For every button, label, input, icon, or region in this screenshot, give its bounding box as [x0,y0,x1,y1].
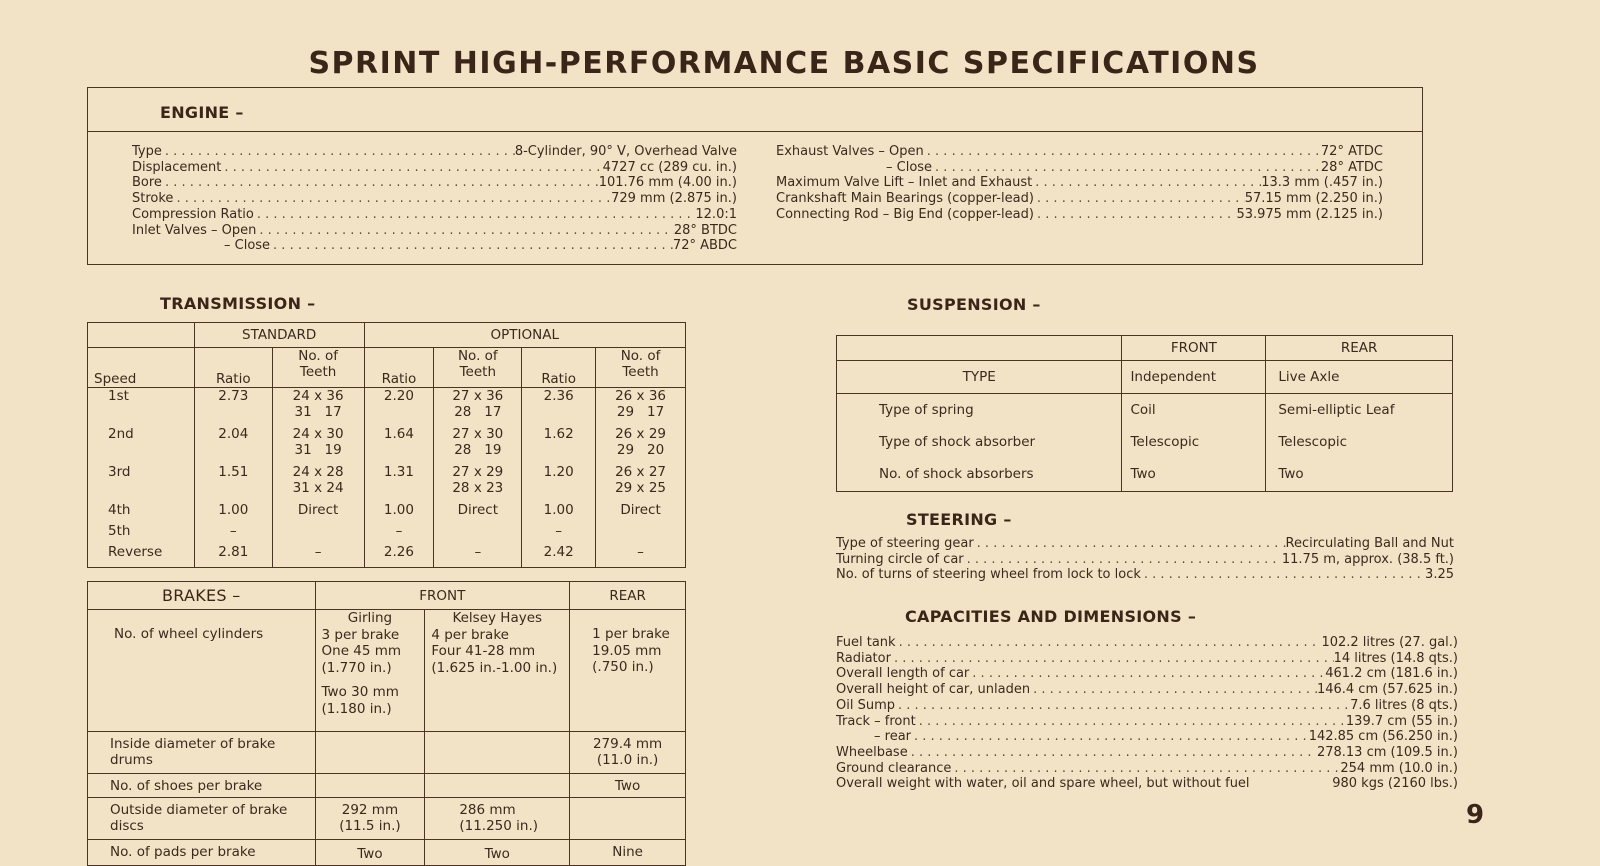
kelsey-hayes-cell [425,732,570,774]
engine-section [87,87,1423,265]
spec-row [836,729,1458,745]
leader-dots [1032,175,1261,191]
leader-dots [1141,567,1425,583]
spec-label: Inlet Valves – Open [132,222,257,238]
col-header-speed: Speed [88,348,195,388]
col-header-ratio: Ratio [194,348,272,388]
teeth-cell: 24 x 36 31 17 [272,388,364,426]
spec-value: 146.4 cm (57.625 in.) [1316,682,1458,698]
spec-label: – rear [874,729,912,745]
spec-value: 3.25 [1425,567,1454,583]
spec-value: 8-Cylinder, 90° V, Overhead Valve [514,144,737,159]
teeth-cell: 24 x 28 31 x 24 [272,464,364,502]
spec-value: 12.0:1 [695,206,737,222]
ratio-cell: 2.26 [364,544,434,568]
brake-label: No. of wheel cylinders [88,610,316,732]
engine-right-list [776,144,1383,223]
table-row [88,798,686,840]
spec-row [836,635,1458,651]
spec-value: Recirculating Ball and Nut [1285,536,1454,551]
table-row [88,523,686,544]
leader-dots [1034,207,1237,223]
spec-label: – Close [886,159,933,175]
leader-dots [270,238,673,254]
table-row [837,426,1453,458]
spec-row [836,567,1454,583]
girling-cell: 292 mm (11.5 in.) [315,798,425,840]
ratio-cell: 2.42 [522,544,596,568]
ratio-cell: 1.62 [522,426,596,464]
table-row [88,464,686,502]
spec-label: Maximum Valve Lift – Inlet and Exhaust [776,175,1033,191]
page-title: SPRINT HIGH-PERFORMANCE BASIC SPECIFICATIONS [308,46,1260,81]
col-header-teeth: No. of Teeth [272,348,364,388]
teeth-cell: Direct [596,502,686,523]
spec-label: No. of turns of steering wheel from lock to lock [836,567,1141,583]
col-header-front: FRONT [1122,336,1266,361]
engine-heading: ENGINE – [160,103,244,122]
ratio-cell: 1.00 [194,502,272,523]
kelsey-hayes-cell: Two [425,840,570,866]
teeth-cell: 27 x 29 28 x 23 [434,464,522,502]
spec-value: 139.7 cm (55 in.) [1345,713,1458,729]
page-number: 9 [1466,800,1485,830]
rear-cell: Two [570,774,686,798]
brake-label: No. of pads per brake [88,840,316,866]
rear-cell: Two [1266,458,1453,492]
speed-cell: 3rd [88,464,195,502]
teeth-cell: 26 x 36 29 17 [596,388,686,426]
group-header-standard: STANDARD [194,323,364,348]
leader-dots [911,729,1309,745]
table-row [88,502,686,523]
spec-label: Ground clearance [836,760,952,776]
spec-value: 11.75 m, approx. (38.5 ft.) [1281,551,1454,567]
leader-dots [891,651,1334,667]
col-header-rear: REAR [1266,336,1453,361]
leader-dots [221,160,602,176]
spec-label: Connecting Rod – Big End (copper-lead) [776,206,1034,222]
spec-row [836,698,1458,714]
teeth-cell: Direct [434,502,522,523]
leader-dots [951,761,1340,777]
col-header-teeth: No. of Teeth [434,348,522,388]
spec-value: 4727 cc (289 cu. in.) [602,159,737,175]
table-row [88,732,686,774]
spec-row [132,175,737,191]
brake-label: No. of shoes per brake [88,774,316,798]
brakes-heading: BRAKES – [88,582,316,610]
spec-value: 102.2 litres (27. gal.) [1321,635,1458,650]
brake-label: Outside diameter of brake discs [88,798,316,840]
spec-label: Crankshaft Main Bearings (copper-lead) [776,191,1034,207]
spec-label: Oil Sump [836,697,895,713]
spec-label: Fuel tank [836,635,896,650]
teeth-cell [272,523,364,544]
spec-label: Compression Ratio [132,206,254,222]
spec-row [776,175,1383,191]
teeth-cell [434,523,522,544]
ratio-cell: 1.51 [194,464,272,502]
ratio-cell: 2.73 [194,388,272,426]
teeth-cell: – [434,544,522,568]
suspension-table [836,335,1453,492]
brake-label: Inside diameter of brake drums [88,732,316,774]
table-row [837,394,1453,426]
steering-heading: STEERING – [906,510,1012,529]
ratio-cell: 1.31 [364,464,434,502]
susp-label: Type of shock absorber [837,426,1122,458]
girling-cell [315,774,425,798]
spec-row [836,745,1458,761]
group-header-optional: OPTIONAL [364,323,685,348]
spec-row [836,651,1458,667]
kelsey-hayes-cell [425,774,570,798]
type-label: TYPE [837,361,1122,394]
table-row [88,426,686,464]
spec-label: Turning circle of car [836,551,964,567]
spec-label: Wheelbase [836,744,908,760]
rear-cell: 1 per brake 19.05 mm (.750 in.) [570,610,686,732]
front-cell: Independent [1122,361,1266,394]
table-row [88,610,686,732]
spec-label: Radiator [836,650,891,666]
transmission-heading: TRANSMISSION – [160,294,316,313]
leader-dots [162,144,515,160]
spec-row [836,552,1454,568]
spec-value: 28° BTDC [673,222,737,238]
leader-dots [895,698,1350,714]
spec-label: Exhaust Valves – Open [776,144,924,159]
leader-dots [1034,191,1245,207]
leader-dots [1030,682,1317,698]
ratio-cell: 1.00 [364,502,434,523]
table-row [837,361,1453,394]
kelsey-hayes-cell: Kelsey Hayes 4 per brake Four 41-28 mm (1.625 in.-1.00 in.) [425,610,570,732]
spec-row [132,191,737,207]
spec-row [836,776,1458,792]
brakes-rear-header: REAR [570,582,686,610]
spec-value: 101.76 mm (4.00 in.) [598,175,737,191]
spec-value: 142.85 cm (56.250 in.) [1308,729,1458,745]
spec-label: Overall weight with water, oil and spare wheel, but without fuel [836,776,1250,792]
teeth-cell: – [596,544,686,568]
speed-cell: 4th [88,502,195,523]
ratio-cell: 2.81 [194,544,272,568]
spec-row [776,191,1383,207]
spec-row [836,666,1458,682]
spec-value: 729 mm (2.875 in.) [611,191,737,207]
leader-dots [896,635,1322,651]
speed-cell: Reverse [88,544,195,568]
spec-row [836,536,1454,552]
spec-label: Type [132,144,162,159]
spec-value: 980 kgs (2160 lbs.) [1332,776,1458,792]
front-cell: Telescopic [1122,426,1266,458]
kelsey-hayes-cell: 286 mm (11.250 in.) [425,798,570,840]
ratio-cell: 1.00 [522,502,596,523]
girling-cell: Two [315,840,425,866]
spec-row [776,160,1383,176]
col-header-ratio: Ratio [522,348,596,388]
speed-cell: 5th [88,523,195,544]
leader-dots [173,191,611,207]
spec-row [132,207,737,223]
spec-value: 72° ATDC [1320,144,1383,159]
ratio-cell: – [522,523,596,544]
teeth-cell: 24 x 30 31 19 [272,426,364,464]
leader-dots [932,160,1321,176]
capacities-list [836,635,1458,792]
speed-cell: 2nd [88,426,195,464]
engine-divider [88,131,1422,132]
ratio-cell: 1.20 [522,464,596,502]
ratio-cell: – [194,523,272,544]
table-row [88,388,686,426]
leader-dots [162,175,599,191]
suspension-heading: SUSPENSION – [907,295,1041,314]
leader-dots [969,666,1325,682]
steering-list [836,536,1454,583]
spec-value: 72° ABDC [672,238,737,254]
spec-label: Displacement [132,159,222,175]
girling-cell: Girling 3 per brake One 45 mm (1.770 in.) Two 30 mm (1.180 in.) [315,610,425,732]
table-row [88,544,686,568]
teeth-cell [596,523,686,544]
leader-dots [254,207,696,223]
spec-label: – Close [224,238,271,254]
front-cell: Two [1122,458,1266,492]
spec-value: 28° ATDC [1320,159,1383,175]
ratio-cell: 1.64 [364,426,434,464]
transmission-table [87,322,686,568]
table-row [88,840,686,866]
spec-value: 14 litres (14.8 qts.) [1333,650,1458,666]
leader-dots [256,223,674,239]
rear-cell: Telescopic [1266,426,1453,458]
spec-label: Overall height of car, unladen [836,682,1031,698]
teeth-cell: 27 x 30 28 19 [434,426,522,464]
ratio-cell: 2.04 [194,426,272,464]
leader-dots [916,714,1346,730]
spec-value: 254 mm (10.0 in.) [1340,760,1458,776]
ratio-cell: 2.36 [522,388,596,426]
girling-cell [315,732,425,774]
rear-cell: 279.4 mm (11.0 in.) [570,732,686,774]
spec-value: 7.6 litres (8 qts.) [1350,697,1458,713]
brakes-front-header: FRONT [315,582,570,610]
teeth-cell: 27 x 36 28 17 [434,388,522,426]
spec-label: Stroke [132,191,174,207]
rear-cell: Live Axle [1266,361,1453,394]
teeth-cell: 26 x 27 29 x 25 [596,464,686,502]
blank-header [837,336,1122,361]
capacities-heading: CAPACITIES AND DIMENSIONS – [905,607,1197,626]
rear-cell [570,798,686,840]
teeth-cell: 26 x 29 29 20 [596,426,686,464]
table-row [837,458,1453,492]
table-row [88,774,686,798]
col-header-teeth: No. of Teeth [596,348,686,388]
leader-dots [964,552,1282,568]
ratio-cell: 2.20 [364,388,434,426]
spec-row [776,207,1383,223]
spec-row [776,144,1383,160]
brakes-table [87,581,686,866]
leader-dots [908,745,1317,761]
spec-label: Track – front [836,713,916,729]
blank-header [88,323,195,348]
spec-row [132,238,737,254]
teeth-cell: – [272,544,364,568]
spec-value: 13.3 mm (.457 in.) [1261,175,1383,191]
spec-row [836,682,1458,698]
leader-dots [924,144,1321,160]
spec-row [836,714,1458,730]
front-cell: Coil [1122,394,1266,426]
spec-value: 278.13 cm (109.5 in.) [1316,744,1458,760]
spec-value: 53.975 mm (2.125 in.) [1236,206,1383,222]
susp-label: No. of shock absorbers [837,458,1122,492]
spec-value: 461.2 cm (181.6 in.) [1325,666,1458,682]
rear-cell: Nine [570,840,686,866]
col-header-ratio: Ratio [364,348,434,388]
speed-cell: 1st [88,388,195,426]
susp-label: Type of spring [837,394,1122,426]
spec-label: Bore [132,175,162,191]
spec-row [836,761,1458,777]
ratio-cell: – [364,523,434,544]
spec-label: Type of steering gear [836,536,974,551]
spec-row [132,160,737,176]
rear-cell: Semi-elliptic Leaf [1266,394,1453,426]
spec-label: Overall length of car [836,666,970,682]
spec-value: 57.15 mm (2.250 in.) [1244,191,1383,207]
spec-row [132,144,737,160]
spec-row [132,223,737,239]
engine-left-list [132,144,737,254]
leader-dots [974,536,1286,552]
teeth-cell: Direct [272,502,364,523]
